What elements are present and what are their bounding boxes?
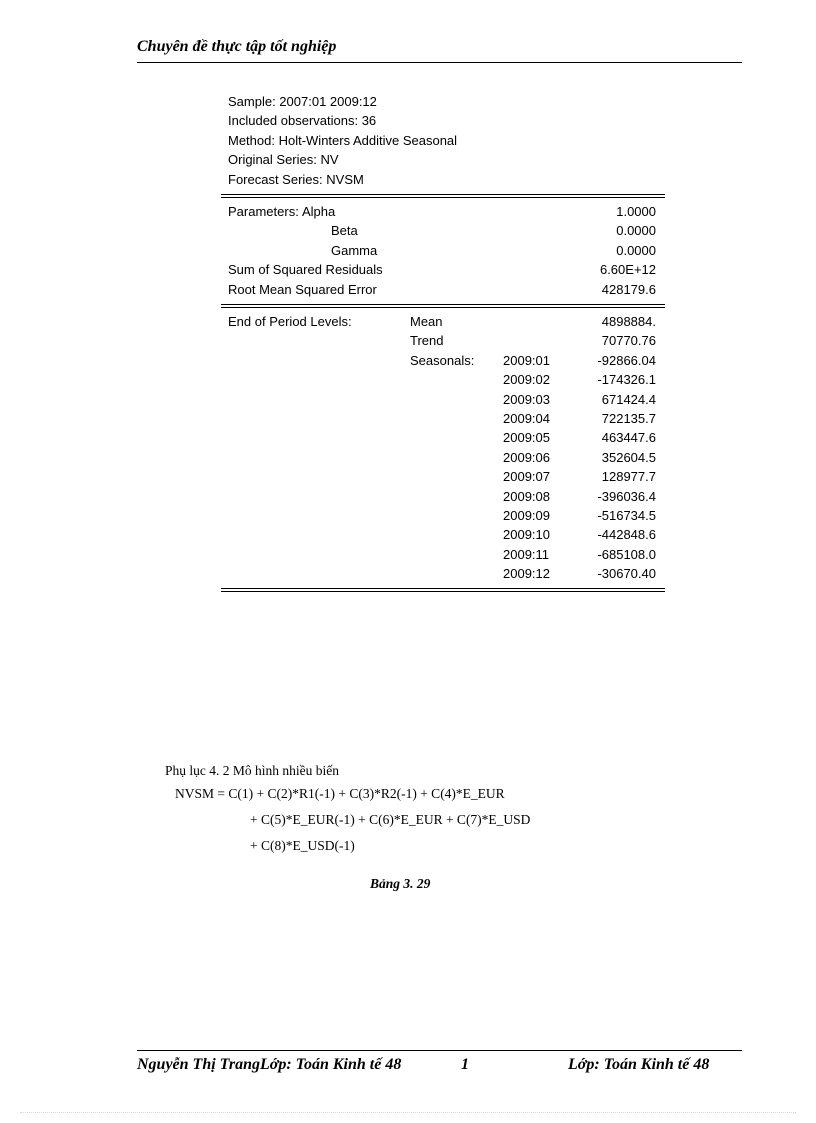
observations-line: Included observations: 36 xyxy=(228,113,377,129)
ssr-label: Sum of Squared Residuals xyxy=(228,262,383,278)
mean-label: Mean xyxy=(410,313,443,329)
seasonal-value: 352604.5 xyxy=(601,449,656,465)
parameter-row xyxy=(228,202,658,221)
footer-rule xyxy=(137,1050,742,1051)
original-series-line: Original Series: NV xyxy=(228,152,339,168)
rmse-row xyxy=(228,280,658,299)
parameter-name: Gamma xyxy=(331,242,378,258)
seasonal-row xyxy=(228,448,658,467)
seasonal-row xyxy=(228,351,658,370)
seasonal-value: -396036.4 xyxy=(597,488,656,504)
levels-label: End of Period Levels: xyxy=(228,313,352,329)
trend-label: Trend xyxy=(410,333,444,349)
seasonal-period: 2009:01 xyxy=(503,352,550,368)
seasonal-value: 463447.6 xyxy=(601,430,656,446)
footer-author: Nguyễn Thị TrangLớp: Toán Kinh tế 48 xyxy=(137,1056,402,1073)
method-line: Method: Holt-Winters Additive Seasonal xyxy=(228,132,458,148)
table-caption: Bảng 3. 29 xyxy=(370,876,431,891)
seasonal-period: 2009:04 xyxy=(503,410,550,426)
seasonal-value: -30670.40 xyxy=(597,566,656,582)
parameter-value: 0.0000 xyxy=(616,223,656,239)
seasonal-value: 128977.7 xyxy=(601,469,656,485)
seasonal-value: -516734.5 xyxy=(597,507,656,523)
seasonal-row xyxy=(228,564,658,583)
seasonal-period: 2009:12 xyxy=(503,566,550,582)
rmse-label: Root Mean Squared Error xyxy=(228,281,377,297)
seasonal-value: 671424.4 xyxy=(601,391,656,407)
seasonal-period: 2009:06 xyxy=(503,449,550,465)
seasonals-label: Seasonals: xyxy=(410,352,475,368)
seasonal-period: 2009:05 xyxy=(503,430,550,446)
equation-line: NVSM = C(1) + C(2)*R1(-1) + C(3)*R2(-1) + C(4)*E_EUR xyxy=(175,786,505,801)
page-edge xyxy=(20,1112,796,1113)
footer-class: Lớp: Toán Kinh tế 48 xyxy=(568,1056,710,1073)
seasonal-row xyxy=(228,545,658,564)
sample-line: Sample: 2007:01 2009:12 xyxy=(228,94,377,109)
parameter-name: Beta xyxy=(331,223,358,239)
seasonal-row xyxy=(228,370,658,389)
equation-line: + C(5)*E_EUR(-1) + C(6)*E_EUR + C(7)*E_USD xyxy=(250,812,531,827)
seasonal-value: -92866.04 xyxy=(597,352,656,368)
seasonal-period: 2009:11 xyxy=(503,546,550,562)
mean-value: 4898884. xyxy=(601,313,656,329)
seasonal-value: 722135.7 xyxy=(601,410,656,426)
seasonal-row xyxy=(228,428,658,447)
seasonal-period: 2009:09 xyxy=(503,507,550,523)
seasonal-row xyxy=(228,409,658,428)
parameter-value: 0.0000 xyxy=(616,242,656,258)
seasonal-row xyxy=(228,506,658,525)
seasonal-value: -685108.0 xyxy=(597,546,656,562)
ssr-row xyxy=(228,260,658,279)
header-rule xyxy=(137,62,742,63)
forecast-series-line: Forecast Series: NVSM xyxy=(228,171,364,187)
seasonal-value: -442848.6 xyxy=(597,527,656,543)
eviews-output-table xyxy=(228,92,658,596)
ssr-value: 6.60E+12 xyxy=(599,262,656,278)
equation-line: + C(8)*E_USD(-1) xyxy=(250,838,355,853)
seasonal-period: 2009:03 xyxy=(503,391,550,407)
page-header-title: Chuyên đề thực tập tốt nghiệp xyxy=(137,38,337,55)
seasonal-period: 2009:10 xyxy=(503,527,550,543)
double-rule xyxy=(221,588,665,592)
page-number: 1 xyxy=(461,1056,469,1073)
rmse-value: 428179.6 xyxy=(601,281,656,297)
parameter-value: 1.0000 xyxy=(616,204,656,220)
seasonal-row xyxy=(228,487,658,506)
seasonal-value: -174326.1 xyxy=(597,372,656,388)
parameter-row xyxy=(228,241,658,260)
double-rule xyxy=(221,304,665,308)
seasonal-row xyxy=(228,467,658,486)
double-rule xyxy=(221,194,665,198)
trend-row xyxy=(228,331,658,350)
parameters-label: Parameters: xyxy=(228,204,299,220)
seasonal-row xyxy=(228,525,658,544)
seasonal-period: 2009:02 xyxy=(503,372,550,388)
seasonal-period: 2009:07 xyxy=(503,469,550,485)
parameter-row xyxy=(228,221,658,240)
mean-row xyxy=(228,312,658,331)
seasonal-period: 2009:08 xyxy=(503,488,550,504)
appendix-heading: Phụ lục 4. 2 Mô hình nhiều biến xyxy=(165,763,339,778)
trend-value: 70770.76 xyxy=(601,333,656,349)
parameter-name: Alpha xyxy=(302,204,336,220)
seasonal-row xyxy=(228,390,658,409)
